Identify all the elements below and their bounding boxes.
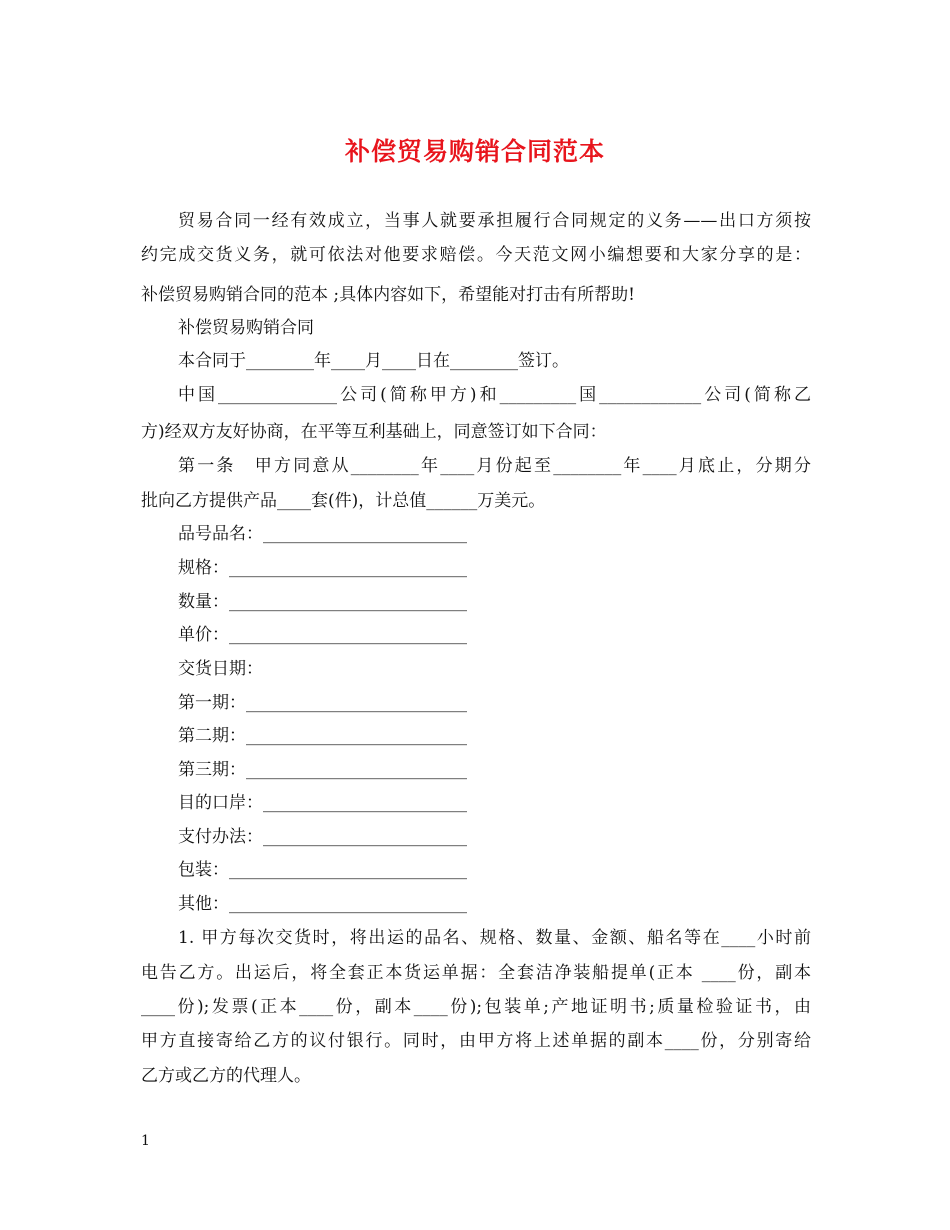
form-field-line: 支付办法：________________________ — [178, 827, 467, 847]
clause-line: 电告乙方。出运后，将全套正本货运单据：全套洁净装船提单(正本 ____份，副本 — [141, 963, 811, 983]
form-field-line: 数量：____________________________ — [178, 592, 467, 612]
form-field-line: 第三期：__________________________ — [178, 760, 467, 780]
clause-line: 乙方或乙方的代理人。 — [141, 1066, 311, 1086]
paragraph-line: 本合同于________年____月____日在________签订。 — [178, 351, 569, 371]
form-field-line: 单价：____________________________ — [178, 625, 467, 645]
form-field-line: 目的口岸：________________________ — [178, 793, 467, 813]
paragraph-line: 方)经双方友好协商，在平等互利基础上，同意签订如下合同： — [141, 422, 607, 442]
form-field-line: 第一期：__________________________ — [178, 693, 467, 713]
article-line: 批向乙方提供产品____套(件)，计总值______万美元。 — [141, 491, 546, 511]
form-field-line: 规格：____________________________ — [178, 558, 467, 578]
paragraph-line: 贸易合同一经有效成立，当事人就要承担履行合同规定的义务——出口方须按 — [178, 211, 811, 231]
clause-line: 1. 甲方每次交货时，将出运的品名、规格、数量、金额、船名等在____小时前 — [178, 928, 811, 948]
form-field-line: 包装：____________________________ — [178, 860, 467, 880]
form-field-line: 交货日期： — [178, 659, 263, 679]
section-heading: 补偿贸易购销合同 — [178, 318, 314, 338]
paragraph-line: 约完成交货义务，就可依法对他要求赔偿。今天范文网小编想要和大家分享的是： — [141, 245, 811, 265]
form-field-line: 其他：____________________________ — [178, 894, 467, 914]
article-line: 第一条 甲方同意从________年____月份起至________年____月底止，分期分 — [178, 456, 811, 476]
clause-line: ____份);发票(正本____份，副本____份);包装单;产地证明书;质量检验证书，由 — [141, 997, 811, 1017]
document-title: 补偿贸易购销合同范本 — [344, 137, 605, 166]
page-number: 1 — [141, 1133, 150, 1149]
paragraph-line: 中国______________公司(简称甲方)和_________国____________公司(简称乙 — [178, 385, 811, 405]
form-field-line: 第二期：__________________________ — [178, 726, 467, 746]
paragraph-line: 补偿贸易购销合同的范本 ;具体内容如下，希望能对打击有所帮助! — [141, 285, 635, 305]
clause-line: 甲方直接寄给乙方的议付银行。同时，由甲方将上述单据的副本____份，分别寄给 — [141, 1031, 811, 1051]
form-field-line: 品号品名：________________________ — [178, 524, 467, 544]
